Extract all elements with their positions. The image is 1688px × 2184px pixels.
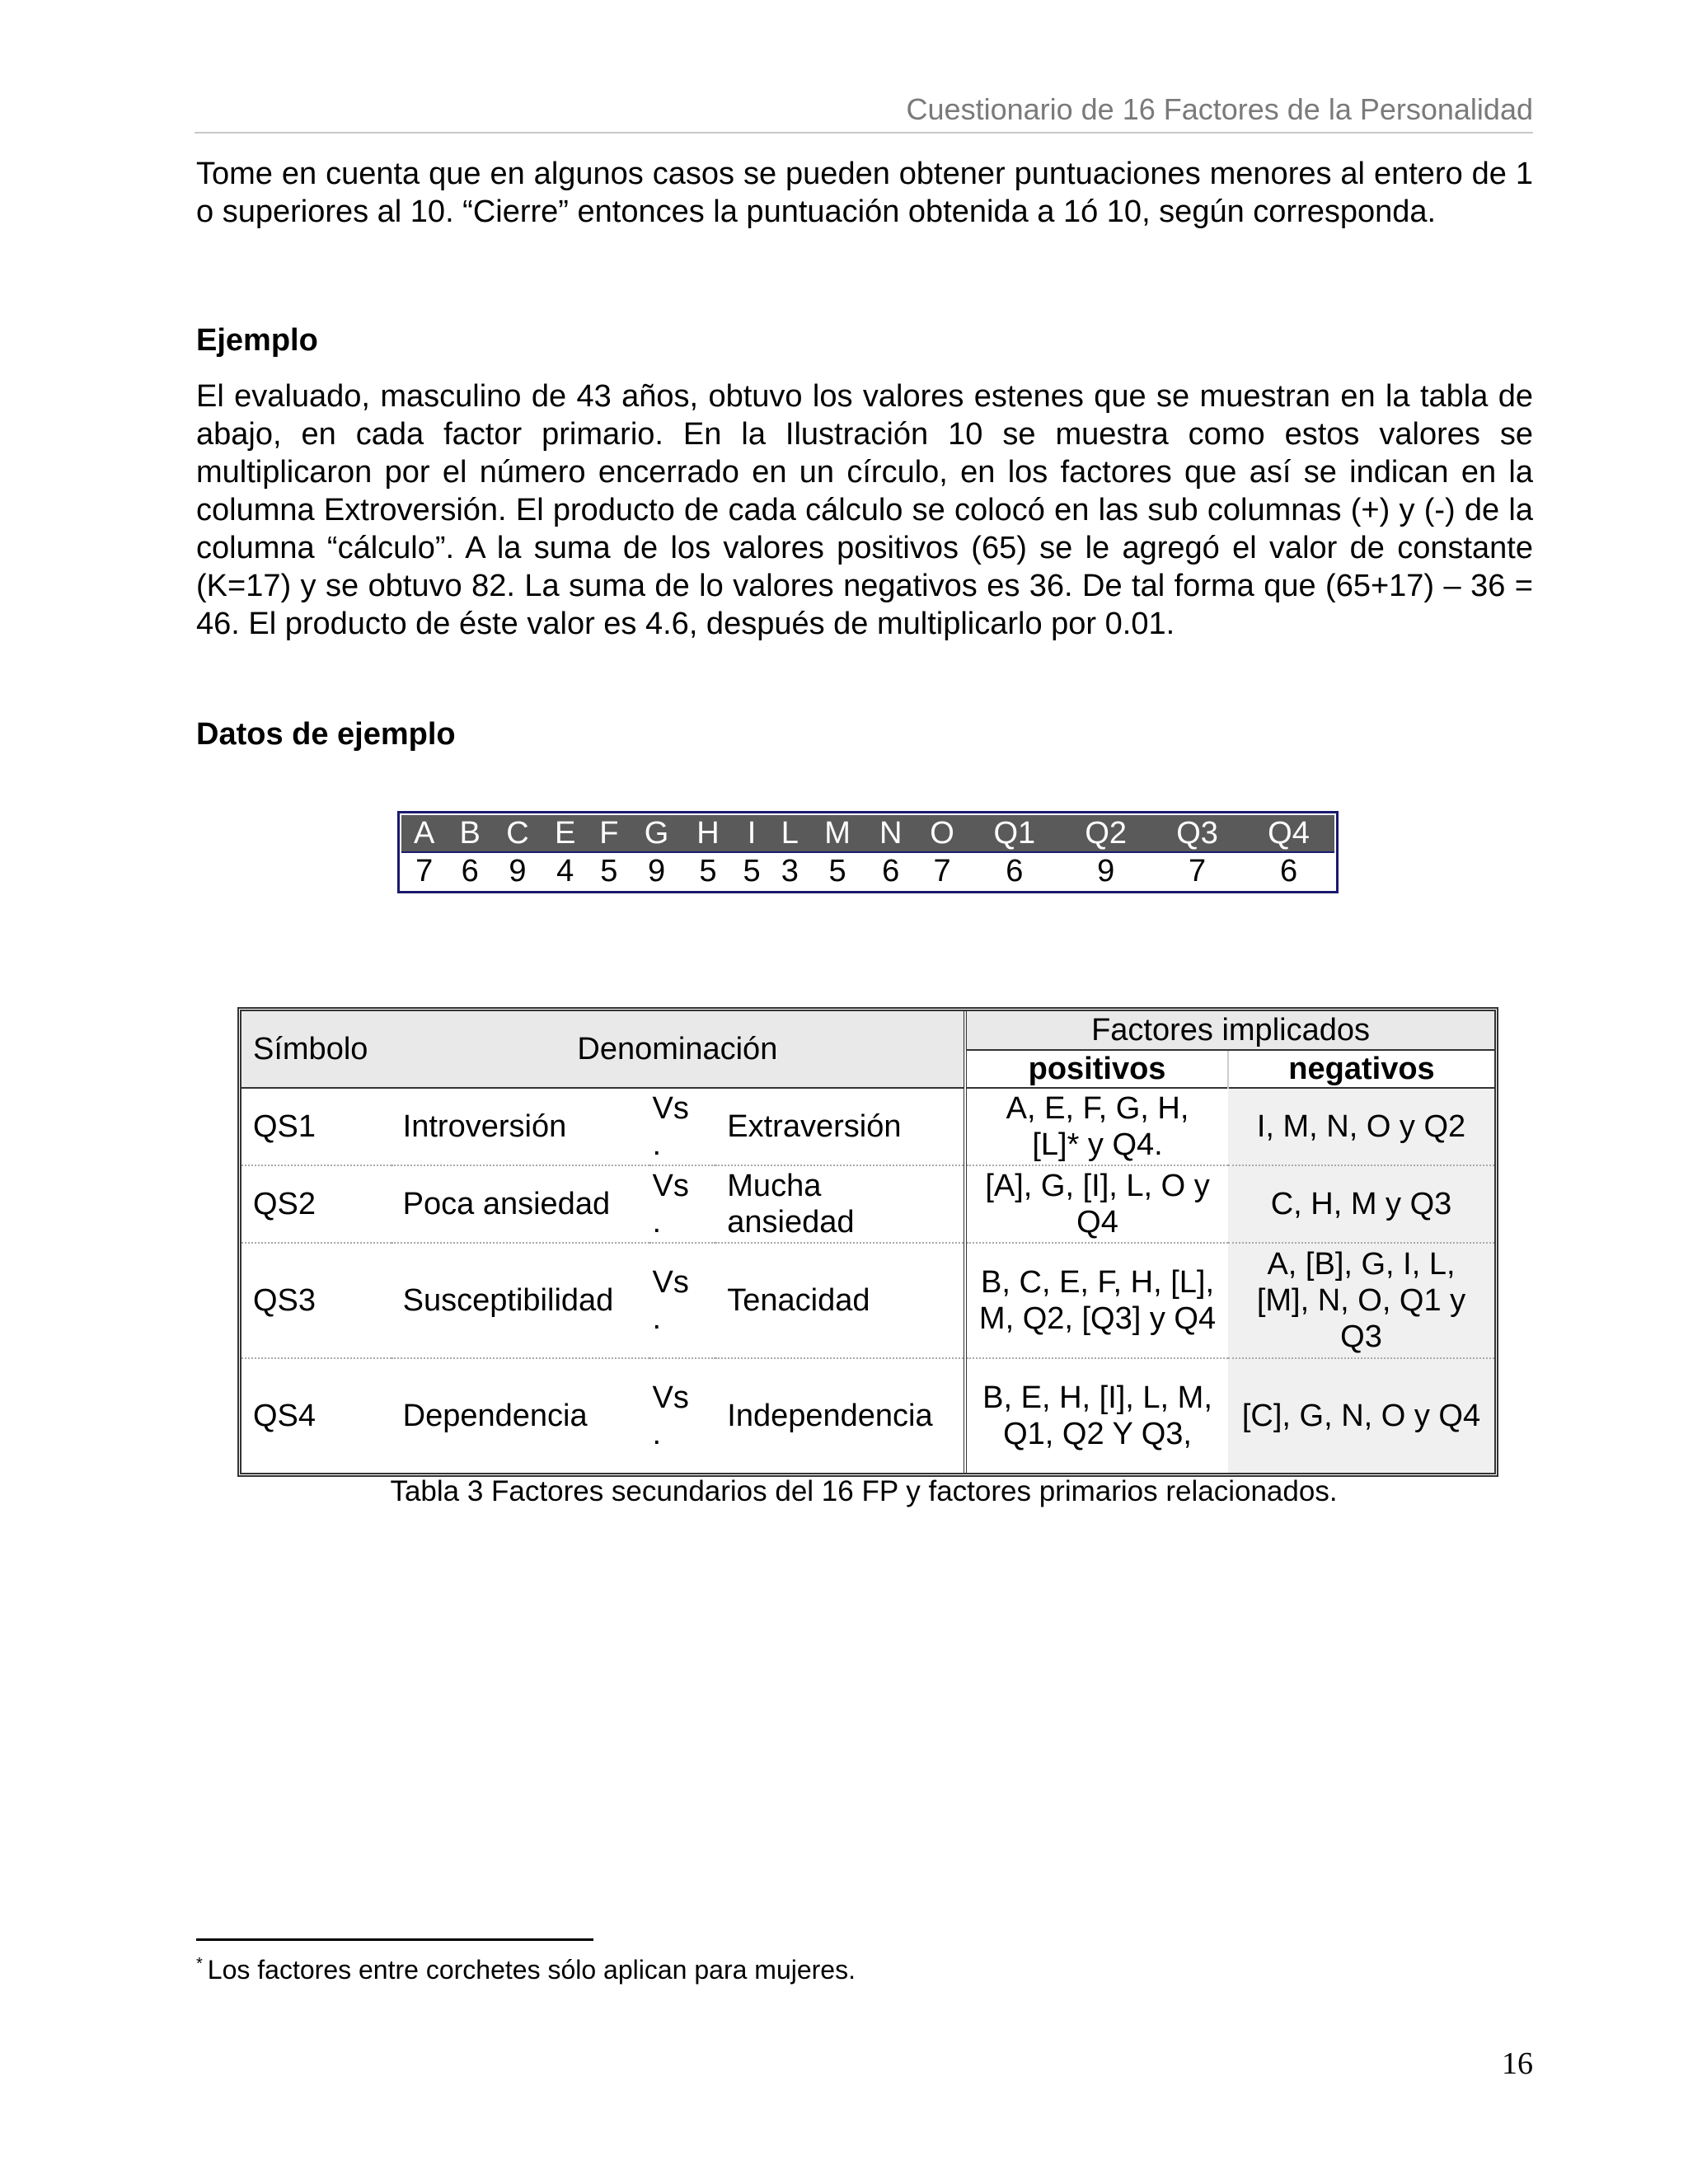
vs-dot: . [652,1417,662,1451]
row-negative-factors: C, H, M y Q3 [1228,1165,1494,1243]
factor-cell: Q3 [1151,815,1243,852]
factor-cell: M [809,815,865,852]
row-symbol: QS3 [241,1243,392,1358]
vs-text: Vs [652,1169,689,1203]
row-vs [649,1088,716,1165]
row-positive-factors: B, C, E, F, H, [L], M, Q2, [Q3] y Q4 [965,1243,1228,1358]
row-right-term: Independencia [715,1358,965,1473]
header-factors-implicated: Factores implicados [965,1011,1494,1050]
paragraph-example: El evaluado, masculino de 43 años, obtuvo los valores estenes que se muestran en la tabla de abajo, en cada factor primario. En la Ilustración 10 se muestra como estos valores se multiplicaron por el número encerrado en un círculo, en los factores que así se indican en la columna Extroversión. El producto de cada cálculo se colocó en las sub columnas (+) y (-) de la columna “cálculo”. A la suma de los valores positivos (65) se le agregó el valor de constante (K=17) y se obtuvo 82. La suma de lo valores negativos es 36. De tal forma que (65+17) – 36 = 46. El producto de éste valor es 4.6, después de multiplicarlo por 0.01. [196,379,1533,641]
footnote-mark: * [196,1955,203,1974]
footnote [196,1955,856,1985]
paragraph-rounding-note: Tome en cuenta que en algunos casos se pueden obtener puntuaciones menores al entero de 1 o superiores al 10. “Cierre” entonces la puntuación obtenida a 1ó 10, según corresponda. [196,157,1533,229]
heading-ejemplo: Ejemplo [196,323,318,358]
table-caption: Tabla 3 Factores secundarios del 16 FP y factores primarios relacionados. [390,1475,1338,1507]
footnote-text: Los factores entre corchetes sólo aplican para mujeres. [207,1955,856,1985]
factor-values-row [401,852,1334,889]
value-cell: 4 [542,852,588,889]
row-right-term: Tenacidad [715,1243,965,1358]
factor-cell: L [771,815,809,852]
value-cell: 5 [588,852,630,889]
row-right-term: Mucha ansiedad [715,1165,965,1243]
value-cell: 9 [493,852,542,889]
vs-dot: . [652,1205,662,1240]
value-cell: 9 [1060,852,1151,889]
row-symbol: QS4 [241,1358,392,1473]
factor-cell: G [630,815,683,852]
header-denomination: Denominación [392,1011,965,1088]
row-positive-factors: [A], G, [I], L, O y Q4 [965,1165,1228,1243]
value-cell: 3 [771,852,809,889]
factor-cell: F [588,815,630,852]
row-positive-factors: B, E, H, [I], L, M, Q1, Q2 Y Q3, [965,1358,1228,1473]
value-cell: 7 [1151,852,1243,889]
table-row [241,1358,1494,1473]
header-negative: negativos [1228,1050,1494,1088]
factor-cell: A [401,815,447,852]
header-symbol: Símbolo [241,1011,392,1088]
running-header: Cuestionario de 16 Factores de la Personalidad [195,92,1533,134]
factor-cell: E [542,815,588,852]
row-negative-factors: I, M, N, O y Q2 [1228,1088,1494,1165]
factor-scores-table [397,811,1339,893]
secondary-factors-table [237,1007,1498,1477]
row-left-term: Poca ansiedad [392,1165,649,1243]
value-cell: 5 [683,852,733,889]
row-positive-factors: A, E, F, G, H, [L]* y Q4. [965,1088,1228,1165]
row-vs [649,1165,716,1243]
row-right-term: Extraversión [715,1088,965,1165]
vs-text: Vs [652,1091,689,1126]
header-positive: positivos [965,1050,1228,1088]
vs-dot: . [652,1301,662,1336]
factor-cell: B [447,815,492,852]
row-symbol: QS2 [241,1165,392,1243]
vs-dot: . [652,1127,662,1162]
factor-cell: Q1 [968,815,1060,852]
value-cell: 7 [401,852,447,889]
factor-cell: Q2 [1060,815,1151,852]
row-negative-factors: [C], G, N, O y Q4 [1228,1358,1494,1473]
row-vs [649,1358,716,1473]
value-cell: 6 [968,852,1060,889]
factor-cell: O [916,815,969,852]
factor-cell: H [683,815,733,852]
row-negative-factors: A, [B], G, I, L, [M], N, O, Q1 y Q3 [1228,1243,1494,1358]
factor-cell: Q4 [1243,815,1334,852]
row-symbol: QS1 [241,1088,392,1165]
table-row [241,1088,1494,1165]
row-vs [649,1243,716,1358]
value-cell: 9 [630,852,683,889]
factor-cell: N [866,815,916,852]
page-number: 16 [1502,2046,1533,2081]
value-cell: 6 [866,852,916,889]
value-cell: 7 [916,852,969,889]
factor-cell: I [733,815,771,852]
row-left-term: Susceptibilidad [392,1243,649,1358]
factor-header-row [401,815,1334,852]
factor-cell: C [493,815,542,852]
value-cell: 6 [1243,852,1334,889]
vs-text: Vs [652,1380,689,1415]
table-row [241,1243,1494,1358]
vs-text: Vs [652,1265,689,1300]
heading-datos-de-ejemplo: Datos de ejemplo [196,717,456,752]
value-cell: 5 [809,852,865,889]
table-row [241,1165,1494,1243]
table-header-row [241,1011,1494,1050]
row-left-term: Dependencia [392,1358,649,1473]
row-left-term: Introversión [392,1088,649,1165]
value-cell: 5 [733,852,771,889]
value-cell: 6 [447,852,492,889]
footnote-divider [196,1938,593,1941]
